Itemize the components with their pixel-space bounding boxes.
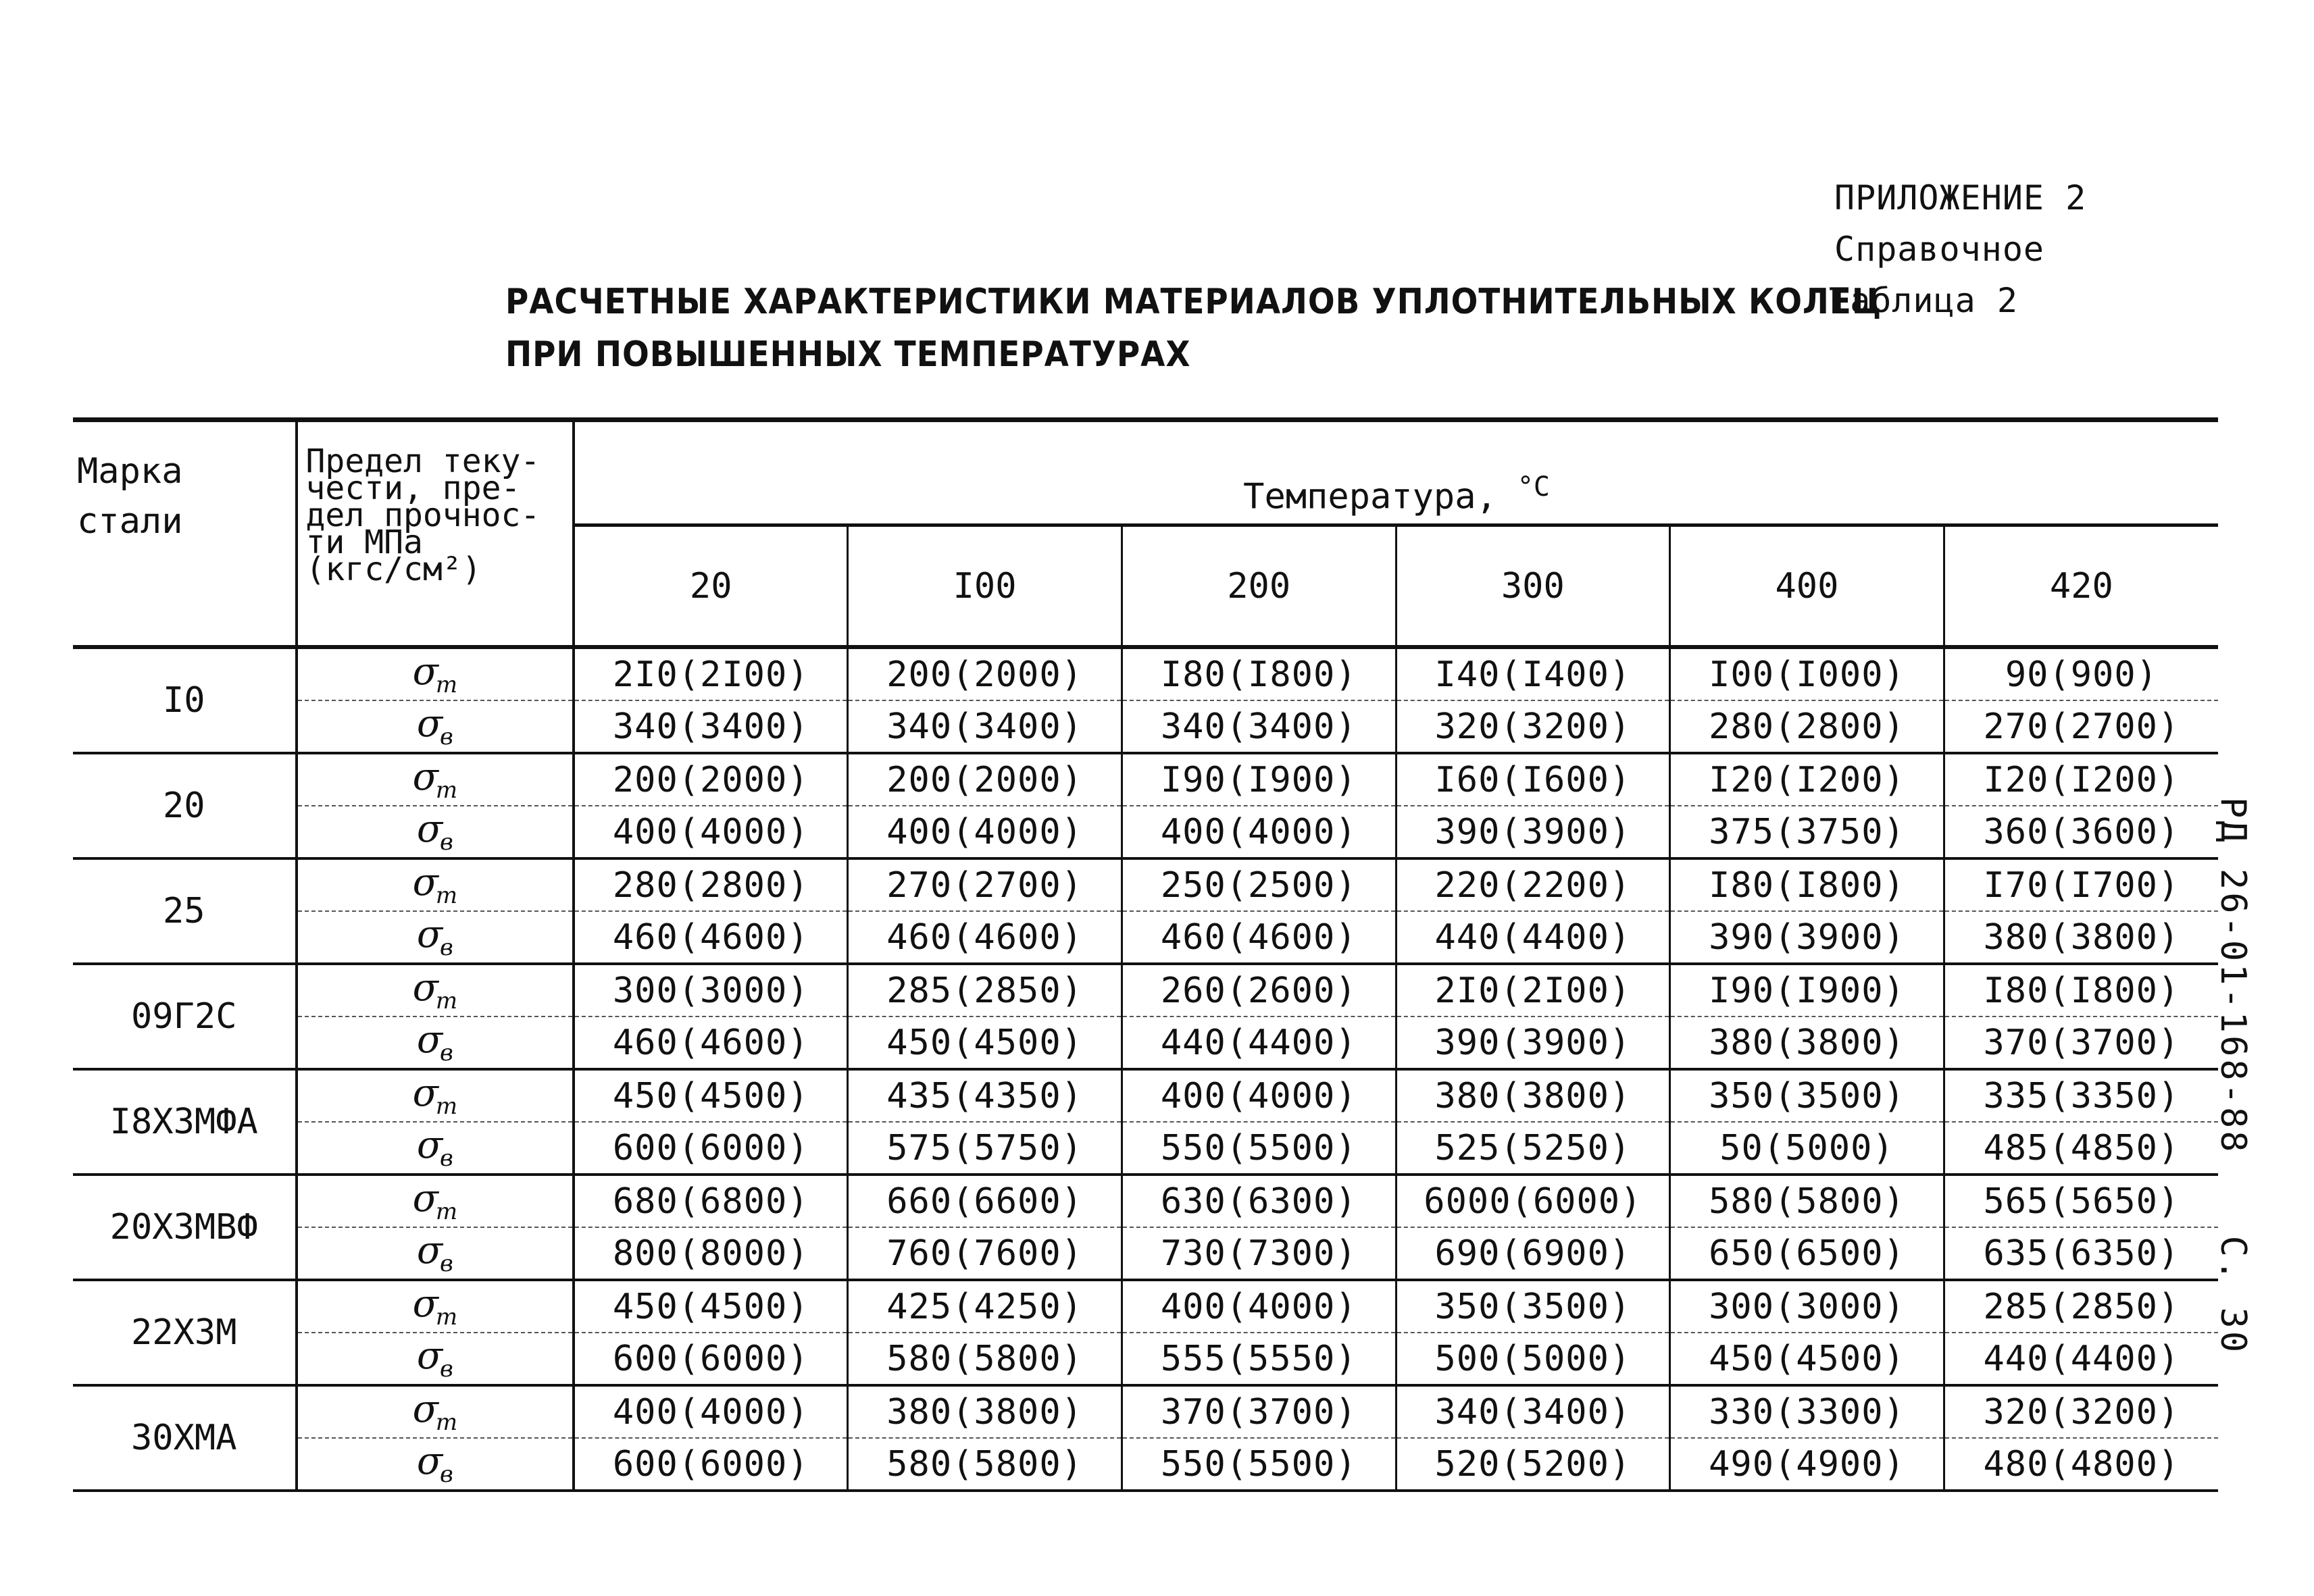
- tensile-strength-symbol: $\sigma_в$: [297, 1227, 574, 1280]
- value-cell: 450(4500): [1670, 1333, 1944, 1385]
- value-cell: 400(4000): [574, 1385, 848, 1438]
- value-cell: I90(I900): [1670, 964, 1944, 1016]
- value-cell: 280(2800): [574, 858, 848, 911]
- value-cell: 200(2000): [848, 647, 1122, 700]
- value-cell: 565(5650): [1944, 1175, 2218, 1227]
- document-title: [505, 276, 1882, 381]
- value-cell: 525(5250): [1396, 1122, 1670, 1175]
- table-row: [73, 647, 2218, 700]
- value-cell: 400(4000): [1122, 806, 1396, 858]
- value-cell: 690(6900): [1396, 1227, 1670, 1280]
- value-cell: 285(2850): [1944, 1280, 2218, 1333]
- value-cell: I20(I200): [1670, 753, 1944, 806]
- value-cell: I00(I000): [1670, 647, 1944, 700]
- value-cell: 260(2600): [1122, 964, 1396, 1016]
- steel-grade-cell: 20Х3МВФ: [73, 1175, 297, 1280]
- table-row: [73, 1122, 2218, 1175]
- value-cell: 270(2700): [848, 858, 1122, 911]
- table-row: [73, 753, 2218, 806]
- value-cell: 200(2000): [848, 753, 1122, 806]
- annex-table-number: Таблица 2: [1829, 281, 2018, 320]
- temperature-column-header: 400: [1670, 525, 1944, 648]
- value-cell: 320(3200): [1396, 700, 1670, 753]
- value-cell: 90(900): [1944, 647, 2218, 700]
- header-steel-grade-text: Марка стали: [77, 451, 183, 542]
- value-cell: 375(3750): [1670, 806, 1944, 858]
- value-cell: 380(3800): [1944, 911, 2218, 964]
- value-cell: 630(6300): [1122, 1175, 1396, 1227]
- title-line-2: ПРИ ПОВЫШЕННЫХ ТЕМПЕРАТУРАХ: [505, 334, 1191, 375]
- table-row: [73, 1438, 2218, 1491]
- value-cell: 580(5800): [848, 1333, 1122, 1385]
- steel-grade-cell: 22Х3М: [73, 1280, 297, 1385]
- temperature-column-header: 20: [574, 525, 848, 648]
- value-cell: 760(7600): [848, 1227, 1122, 1280]
- value-cell: 250(2500): [1122, 858, 1396, 911]
- table-row: [73, 911, 2218, 964]
- table-row: [73, 1385, 2218, 1438]
- table-row: [73, 1069, 2218, 1122]
- yield-strength-symbol: $\sigma_т$: [297, 1280, 574, 1333]
- value-cell: 400(4000): [1122, 1280, 1396, 1333]
- steel-grade-cell: 25: [73, 858, 297, 964]
- table-row: [73, 1175, 2218, 1227]
- table-row: [73, 964, 2218, 1016]
- value-cell: 340(3400): [1122, 700, 1396, 753]
- page-number: С. 30: [2213, 1235, 2253, 1356]
- yield-strength-symbol: $\sigma_т$: [297, 1175, 574, 1227]
- value-cell: 6000(6000): [1396, 1175, 1670, 1227]
- value-cell: 580(5800): [1670, 1175, 1944, 1227]
- value-cell: 425(4250): [848, 1280, 1122, 1333]
- value-cell: 380(3800): [1396, 1069, 1670, 1122]
- document-code: РД 26-01-168-88: [2213, 797, 2253, 1155]
- value-cell: 440(4400): [1396, 911, 1670, 964]
- table-row: [73, 1227, 2218, 1280]
- value-cell: 580(5800): [848, 1438, 1122, 1491]
- value-cell: 635(6350): [1944, 1227, 2218, 1280]
- value-cell: I80(I800): [1670, 858, 1944, 911]
- table-row: [73, 1333, 2218, 1385]
- temperature-column-header: 300: [1396, 525, 1670, 648]
- value-cell: 200(2000): [574, 753, 848, 806]
- temperature-label: Температура,: [1243, 476, 1497, 517]
- temperature-unit: °С: [1517, 471, 1550, 503]
- value-cell: I20(I200): [1944, 753, 2218, 806]
- value-cell: 480(4800): [1944, 1438, 2218, 1491]
- header-property: [297, 420, 574, 648]
- yield-strength-symbol: $\sigma_т$: [297, 1069, 574, 1122]
- value-cell: 285(2850): [848, 964, 1122, 1016]
- value-cell: 435(4350): [848, 1069, 1122, 1122]
- value-cell: I90(I900): [1122, 753, 1396, 806]
- value-cell: 380(3800): [848, 1385, 1122, 1438]
- table-row: [73, 806, 2218, 858]
- tensile-strength-symbol: $\sigma_в$: [297, 700, 574, 753]
- header-temperature: [574, 420, 2218, 525]
- table-row: [73, 858, 2218, 911]
- value-cell: 2I0(2I00): [1396, 964, 1670, 1016]
- table-row: [73, 1280, 2218, 1333]
- value-cell: I80(I800): [1944, 964, 2218, 1016]
- value-cell: 380(3800): [1670, 1016, 1944, 1069]
- temperature-column-header: 200: [1122, 525, 1396, 648]
- value-cell: 340(3400): [1396, 1385, 1670, 1438]
- tensile-strength-symbol: $\sigma_в$: [297, 911, 574, 964]
- value-cell: 490(4900): [1670, 1438, 1944, 1491]
- yield-strength-symbol: $\sigma_т$: [297, 753, 574, 806]
- value-cell: 460(4600): [1122, 911, 1396, 964]
- tensile-strength-symbol: $\sigma_в$: [297, 1016, 574, 1069]
- steel-grade-cell: 30ХМА: [73, 1385, 297, 1491]
- yield-strength-symbol: $\sigma_т$: [297, 964, 574, 1016]
- header-property-text: Предел теку- чести, пре- дел прочнос- ти МПа (кгс/см²): [305, 442, 540, 588]
- value-cell: I60(I600): [1396, 753, 1670, 806]
- tensile-strength-symbol: $\sigma_в$: [297, 1438, 574, 1491]
- value-cell: 300(3000): [1670, 1280, 1944, 1333]
- temperature-column-header: 420: [2049, 565, 2113, 607]
- table-row: [73, 1016, 2218, 1069]
- value-cell: 460(4600): [574, 1016, 848, 1069]
- header-steel-grade: [73, 420, 297, 648]
- annex-label: ПРИЛОЖЕНИЕ 2: [1834, 178, 2087, 217]
- table-body: [73, 647, 2218, 1491]
- value-cell: 220(2200): [1396, 858, 1670, 911]
- value-cell: I80(I800): [1122, 647, 1396, 700]
- value-cell: 330(3300): [1670, 1385, 1944, 1438]
- value-cell: 2I0(2I00): [574, 647, 848, 700]
- tensile-strength-symbol: $\sigma_в$: [297, 806, 574, 858]
- properties-table: [73, 417, 2218, 1492]
- value-cell: 460(4600): [848, 911, 1122, 964]
- value-cell: 550(5500): [1122, 1438, 1396, 1491]
- value-cell: 390(3900): [1396, 1016, 1670, 1069]
- value-cell: 340(3400): [574, 700, 848, 753]
- value-cell: 390(3900): [1396, 806, 1670, 858]
- value-cell: 270(2700): [1944, 700, 2218, 753]
- value-cell: 600(6000): [574, 1122, 848, 1175]
- value-cell: 500(5000): [1396, 1333, 1670, 1385]
- temperature-column-header: I00: [848, 525, 1122, 648]
- value-cell: 280(2800): [1670, 700, 1944, 753]
- value-cell: 575(5750): [848, 1122, 1122, 1175]
- value-cell: 680(6800): [574, 1175, 848, 1227]
- value-cell: 660(6600): [848, 1175, 1122, 1227]
- tensile-strength-symbol: $\sigma_в$: [297, 1333, 574, 1385]
- table-row: [73, 700, 2218, 753]
- value-cell: 320(3200): [1944, 1385, 2218, 1438]
- value-cell: 350(3500): [1396, 1280, 1670, 1333]
- value-cell: I70(I700): [1944, 858, 2218, 911]
- value-cell: 400(4000): [1122, 1069, 1396, 1122]
- value-cell: 335(3350): [1944, 1069, 2218, 1122]
- value-cell: 400(4000): [848, 806, 1122, 858]
- value-cell: 650(6500): [1670, 1227, 1944, 1280]
- value-cell: 450(4500): [848, 1016, 1122, 1069]
- annex-kind: Справочное: [1834, 230, 2045, 269]
- yield-strength-symbol: $\sigma_т$: [297, 858, 574, 911]
- value-cell: 450(4500): [574, 1069, 848, 1122]
- side-document-code: [2213, 797, 2253, 1355]
- value-cell: 370(3700): [1122, 1385, 1396, 1438]
- value-cell: 555(5550): [1122, 1333, 1396, 1385]
- value-cell: 50(5000): [1670, 1122, 1944, 1175]
- value-cell: 550(5500): [1122, 1122, 1396, 1175]
- steel-grade-cell: I8Х3МФА: [73, 1069, 297, 1175]
- title-line-1: РАСЧЕТНЫЕ ХАРАКТЕРИСТИКИ МАТЕРИАЛОВ УПЛОТНИТЕЛЬНЫХ КОЛЕЦ: [505, 282, 1882, 322]
- value-cell: 520(5200): [1396, 1438, 1670, 1491]
- value-cell: 390(3900): [1670, 911, 1944, 964]
- value-cell: 350(3500): [1670, 1069, 1944, 1122]
- steel-grade-cell: I0: [73, 647, 297, 753]
- value-cell: 730(7300): [1122, 1227, 1396, 1280]
- value-cell: 340(3400): [848, 700, 1122, 753]
- value-cell: 800(8000): [574, 1227, 848, 1280]
- steel-grade-cell: 09Г2С: [73, 964, 297, 1069]
- value-cell: 600(6000): [574, 1333, 848, 1385]
- value-cell: 370(3700): [1944, 1016, 2218, 1069]
- tensile-strength-symbol: $\sigma_в$: [297, 1122, 574, 1175]
- value-cell: 400(4000): [574, 806, 848, 858]
- value-cell: 440(4400): [1122, 1016, 1396, 1069]
- value-cell: 300(3000): [574, 964, 848, 1016]
- yield-strength-symbol: $\sigma_т$: [297, 647, 574, 700]
- value-cell: 360(3600): [1944, 806, 2218, 858]
- value-cell: 440(4400): [1944, 1333, 2218, 1385]
- value-cell: 450(4500): [574, 1280, 848, 1333]
- steel-grade-cell: 20: [73, 753, 297, 858]
- yield-strength-symbol: $\sigma_т$: [297, 1385, 574, 1438]
- value-cell: 600(6000): [574, 1438, 848, 1491]
- value-cell: 485(4850): [1944, 1122, 2218, 1175]
- value-cell: 460(4600): [574, 911, 848, 964]
- value-cell: I40(I400): [1396, 647, 1670, 700]
